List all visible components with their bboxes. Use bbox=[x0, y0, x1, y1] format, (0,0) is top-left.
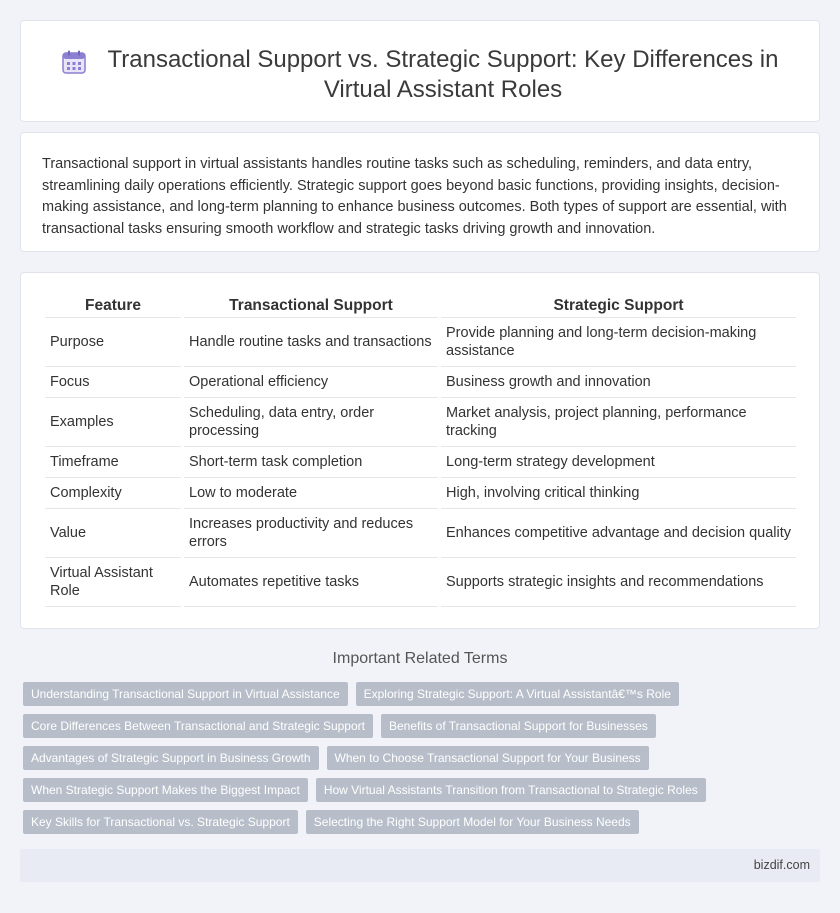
strategic-cell: Supports strategic insights and recommendations bbox=[441, 558, 796, 607]
table-row bbox=[45, 318, 796, 367]
table-row bbox=[45, 367, 796, 398]
intro-paragraph: Transactional support in virtual assistants handles routine tasks such as scheduling, reminders, and data entry, streamlining daily operations efficiently. Strategic support goes beyond basic functions, providing insights, decision-making assistance, and long-term planning to enhance business outcomes. Both types of support are essential, with transactional tasks ensuring smooth workflow and strategic tasks driving growth and innovation. bbox=[42, 156, 787, 237]
related-term-link[interactable]: Key Skills for Transactional vs. Strategic Support bbox=[23, 810, 298, 834]
transactional-cell: Increases productivity and reduces errors bbox=[184, 509, 438, 558]
table-row bbox=[45, 478, 796, 509]
footer bbox=[20, 849, 820, 882]
tag-row bbox=[23, 714, 813, 740]
header-feature: Feature bbox=[45, 295, 181, 318]
calendar-icon bbox=[61, 49, 87, 75]
related-terms-list bbox=[23, 682, 813, 842]
site-name[interactable]: bizdif.com bbox=[753, 858, 810, 872]
header-card bbox=[20, 20, 820, 122]
related-terms-title: Important Related Terms bbox=[332, 650, 508, 667]
related-term-link[interactable]: Benefits of Transactional Support for Businesses bbox=[381, 714, 656, 738]
strategic-cell: Market analysis, project planning, performance tracking bbox=[441, 398, 796, 447]
feature-cell: Purpose bbox=[45, 318, 181, 367]
strategic-cell: Provide planning and long-term decision-making assistance bbox=[441, 318, 796, 367]
table-header-row bbox=[45, 295, 796, 318]
related-term-link[interactable]: When Strategic Support Makes the Biggest Impact bbox=[23, 778, 308, 802]
comparison-card bbox=[20, 272, 820, 629]
tag-row bbox=[23, 778, 813, 804]
feature-cell: Focus bbox=[45, 367, 181, 398]
tag-row bbox=[23, 746, 813, 772]
tag-row bbox=[23, 810, 813, 836]
strategic-cell: Business growth and innovation bbox=[441, 367, 796, 398]
related-term-link[interactable]: Understanding Transactional Support in Virtual Assistance bbox=[23, 682, 348, 706]
feature-cell: Examples bbox=[45, 398, 181, 447]
table-row bbox=[45, 398, 796, 447]
strategic-cell: High, involving critical thinking bbox=[441, 478, 796, 509]
transactional-cell: Low to moderate bbox=[184, 478, 438, 509]
table-row bbox=[45, 509, 796, 558]
tag-row bbox=[23, 682, 813, 708]
related-term-link[interactable]: Selecting the Right Support Model for Your Business Needs bbox=[306, 810, 639, 834]
comparison-table bbox=[42, 295, 799, 607]
header bbox=[61, 45, 779, 105]
strategic-cell: Enhances competitive advantage and decision quality bbox=[441, 509, 796, 558]
feature-cell: Complexity bbox=[45, 478, 181, 509]
related-term-link[interactable]: Exploring Strategic Support: A Virtual Assistantâ€™s Role bbox=[356, 682, 679, 706]
header-transactional: Transactional Support bbox=[184, 295, 438, 318]
header-strategic: Strategic Support bbox=[441, 295, 796, 318]
transactional-cell: Automates repetitive tasks bbox=[184, 558, 438, 607]
strategic-cell: Long-term strategy development bbox=[441, 447, 796, 478]
transactional-cell: Short-term task completion bbox=[184, 447, 438, 478]
transactional-cell: Operational efficiency bbox=[184, 367, 438, 398]
page-title: Transactional Support vs. Strategic Support: Key Differences in Virtual Assistant Roles bbox=[107, 46, 779, 103]
related-term-link[interactable]: Advantages of Strategic Support in Business Growth bbox=[23, 746, 319, 770]
transactional-cell: Handle routine tasks and transactions bbox=[184, 318, 438, 367]
feature-cell: Value bbox=[45, 509, 181, 558]
table-row bbox=[45, 558, 796, 607]
related-term-link[interactable]: When to Choose Transactional Support for Your Business bbox=[327, 746, 649, 770]
feature-cell: Virtual Assistant Role bbox=[45, 558, 181, 607]
feature-cell: Timeframe bbox=[45, 447, 181, 478]
table-row bbox=[45, 447, 796, 478]
intro-card bbox=[20, 132, 820, 252]
related-term-link[interactable]: How Virtual Assistants Transition from Transactional to Strategic Roles bbox=[316, 778, 706, 802]
transactional-cell: Scheduling, data entry, order processing bbox=[184, 398, 438, 447]
related-term-link[interactable]: Core Differences Between Transactional and Strategic Support bbox=[23, 714, 373, 738]
